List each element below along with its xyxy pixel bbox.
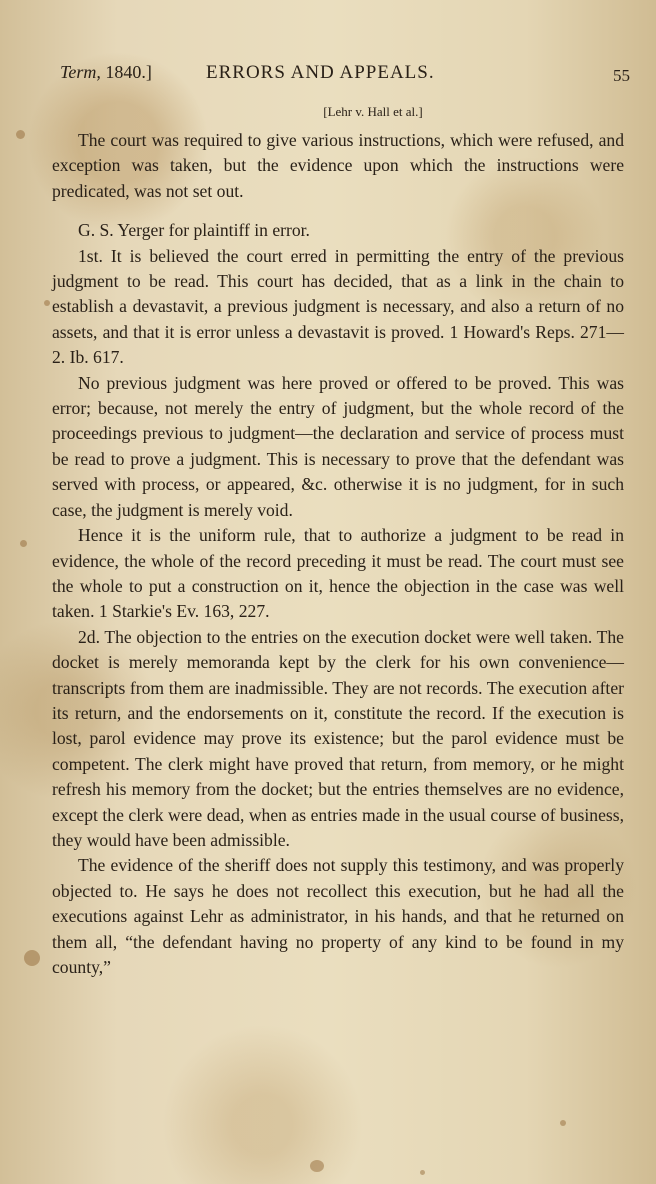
paragraph: G. S. Yerger for plaintiff in error.	[78, 220, 310, 241]
running-header	[60, 62, 630, 92]
stain-spot	[310, 1160, 324, 1172]
stain-spot	[420, 1170, 425, 1175]
paragraph: The evidence of the sheriff does not supply this testimony, and was properly objected to. He says he does not recollect this execution, but he had all the executions against Lehr as administrator, in his hands, and that he returned on them all, “the defendant having no property of any kind to be found in my county,”	[52, 855, 624, 977]
header-term: Term, 1840.]	[60, 62, 152, 82]
stain-spot	[44, 300, 50, 306]
case-reference: [Lehr v. Hall et al.]	[323, 104, 423, 119]
stain-spot	[560, 1120, 566, 1126]
page-number: 55	[613, 66, 630, 85]
stain-spot	[20, 540, 27, 547]
paragraph: No previous judgment was here proved or offered to be proved. This was error; because, not merely the entry of judgment, but the whole record of the proceedings previous to judgment—the declaration and service of process must be read to prove a judgment. This is necessary to prove that the defendant was served with process, or appeared, &c. otherwise it is no judgment, for in such case, the judgment is merely void.	[52, 372, 624, 520]
paragraph: The court was required to give various instructions, which were refused, and exception was taken, but the evidence upon which the instructions were predicated, was not set out.	[52, 130, 624, 201]
body-text	[52, 128, 624, 980]
header-title: ERRORS AND APPEALS.	[206, 62, 435, 83]
stain-spot	[16, 130, 25, 139]
paragraph: Hence it is the uniform rule, that to authorize a judgment to be read in evidence, the whole of the record preceding it must be read. The court must see the whole to put a construction on it, hence the objection in the case was well taken. 1 Starkie's Ev. 163, 227.	[52, 525, 624, 622]
paragraph: 2d. The objection to the entries on the execution docket were well taken. The docket is merely memoranda kept by the clerk for his own convenience—transcripts from them are inadmissible. They are not records. The execution after its return, and the endorsements on it, constitute the record. If the execution is lost, parol evidence may prove its existence; but the parol evidence must be competent. The clerk might have proved that return, from memory, or he might refresh his memory from the docket; but the entries themselves are no evidence, except the clerk were dead, when as entries made in the usual course of business, they would have been admissible.	[52, 626, 624, 850]
stain-spot	[24, 950, 40, 966]
paragraph: 1st. It is believed the court erred in permitting the entry of the previous judgment to be read. This court has decided, that as a link in the chain to establish a devastavit, a previous judgment is necessary, and also a return of no assets, and that it is error unless a devastavit is proved. 1 Howard's Reps. 271—2. Ib. 617.	[52, 245, 624, 368]
